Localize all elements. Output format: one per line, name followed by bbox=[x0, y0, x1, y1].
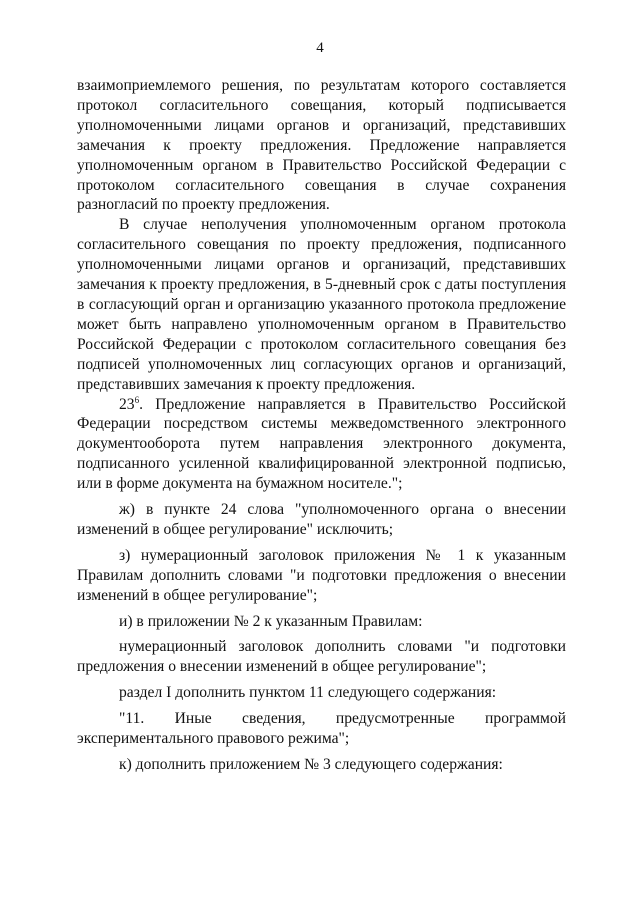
paragraph-item-z: з) нумерационный заголовок приложения № 1 к указанным Правилам дополнить словами "и подготовки предложения о внесении изменений в общее регулирование"; bbox=[77, 546, 566, 604]
paragraph-item-i: и) в приложении № 2 к указанным Правилам: bbox=[119, 612, 423, 630]
document-body bbox=[77, 76, 566, 775]
paragraph-item-i-point-11: "11. Иные сведения, предусмотренные программой экспериментального правового режима"; bbox=[77, 710, 566, 748]
item-number: 23 bbox=[119, 395, 135, 413]
paragraph-item-i-section: раздел I дополнить пунктом 11 следующего содержания: bbox=[119, 684, 497, 702]
page-number: 4 bbox=[316, 40, 324, 56]
paragraph-item-zh: ж) в пункте 24 слова "уполномоченного органа о внесении изменений в общее регулирование" исключить; bbox=[77, 501, 566, 538]
paragraph-non-receipt: В случае неполучения уполномоченным органом протокола согласительного совещания по проекту предложения, подписанного уполномоченными лицами органов и организаций, представивших замечания к проекту предложения, в 5-дневный срок с даты поступления в согласующий орган и организацию указанного протокола предложение может быть направлено уполномоченным органом в Правительство Российской Федерации с протоколом согласительного совещания без подписей уполномоченных лиц согласующих органов и организаций, представивших замечания к проекту предложения. bbox=[77, 216, 566, 393]
paragraph-item-i-heading: нумерационный заголовок дополнить словами "и подготовки предложения о внесении изменений в общее регулирование"; bbox=[77, 638, 566, 676]
item-text: . Предложение направляется в Правительство Российской Федерации посредством системы межведомственного электронного документооборота путем направления электронного документа, подписанного усиленной квалифицированной электронной подписью, или в форме документа на бумажном носителе."; bbox=[77, 395, 566, 493]
item-superscript: 6 bbox=[134, 394, 140, 405]
paragraph-continuation: взаимоприемлемого решения, по результатам которого составляется протокол согласительного совещания, который подписывается уполномоченными лицами органов и организаций, представивших замечания к проекту предложения. Предложение направляется уполномоченным органом в Правительство Российской Федерации с протоколом согласительного совещания в случае сохранения разногласий по проекту предложения. bbox=[77, 77, 566, 214]
paragraph-item-23-6 bbox=[77, 395, 566, 495]
paragraph-item-k: к) дополнить приложением № 3 следующего содержания: bbox=[119, 756, 503, 773]
